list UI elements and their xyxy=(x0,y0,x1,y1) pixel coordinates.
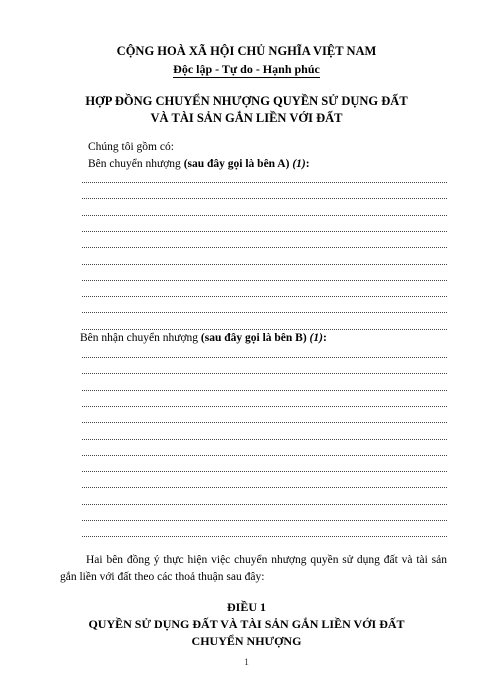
fill-in-dotted-line xyxy=(82,406,447,407)
fill-in-dotted-line xyxy=(82,182,447,183)
party-b-colon: : xyxy=(322,332,327,344)
party-a-colon: : xyxy=(305,158,310,170)
fill-in-dotted-line xyxy=(82,536,447,537)
fill-in-dotted-line xyxy=(82,455,447,456)
fill-in-dotted-line xyxy=(82,296,447,297)
fill-in-dotted-line xyxy=(82,390,447,391)
intro-text: Chúng tôi gồm có: xyxy=(88,141,174,153)
party-b-label-bold: (sau đây gọi là bên B) xyxy=(200,332,310,344)
fill-in-dotted-line xyxy=(82,487,447,488)
party-a-note: (1) xyxy=(292,158,306,170)
party-a-label: Bên chuyển nhượng xyxy=(88,158,184,170)
article-number: ĐIỀU 1 xyxy=(226,600,266,614)
fill-in-dotted-line xyxy=(82,264,447,265)
party-b-heading xyxy=(80,332,327,344)
party-b-label: Bên nhận chuyển nhượng xyxy=(80,332,201,344)
party-a-heading xyxy=(88,158,310,170)
fill-in-dotted-line xyxy=(82,422,447,423)
contract-title-line2: VÀ TÀI SẢN GẮN LIỀN VỚI ĐẤT xyxy=(150,111,343,125)
contract-title-line1: HỢP ĐỒNG CHUYỂN NHƯỢNG QUYỀN SỬ DỤNG ĐẤT xyxy=(85,94,408,108)
fill-in-dotted-line xyxy=(82,247,447,248)
national-title: CỘNG HOÀ XÃ HỘI CHỦ NGHĨA VIỆT NAM xyxy=(116,44,377,58)
party-a-label-bold: (sau đây gọi là bên A) xyxy=(183,158,293,170)
fill-in-dotted-line xyxy=(82,215,447,216)
national-motto xyxy=(0,62,493,77)
fill-in-dotted-line xyxy=(82,373,447,374)
fill-in-dotted-line xyxy=(82,504,447,505)
motto-text: Độc lập - Tự do - Hạnh phúc xyxy=(173,62,320,76)
fill-in-dotted-line xyxy=(82,312,447,313)
agreement-paragraph: Hai bên đồng ý thực hiện việc chuyển nhượng quyền sử dụng đất và tài sản gắn liền với đất theo các thoả thuận sau đây: xyxy=(60,554,447,583)
article-title-line1: QUYỀN SỬ DỤNG ĐẤT VÀ TÀI SẢN GẮN LIỀN VỚI ĐẤT xyxy=(88,617,405,631)
party-b-note: (1) xyxy=(309,332,323,344)
fill-in-dotted-line xyxy=(82,280,447,281)
fill-in-dotted-line xyxy=(82,231,447,232)
fill-in-dotted-line xyxy=(82,329,447,330)
fill-in-dotted-line xyxy=(82,471,447,472)
page-number: 1 xyxy=(244,658,249,668)
fill-in-dotted-line xyxy=(82,357,447,358)
article-title-line2: CHUYỂN NHƯỢNG xyxy=(191,634,302,648)
fill-in-dotted-line xyxy=(82,198,447,199)
fill-in-dotted-line xyxy=(82,520,447,521)
fill-in-dotted-line xyxy=(82,439,447,440)
